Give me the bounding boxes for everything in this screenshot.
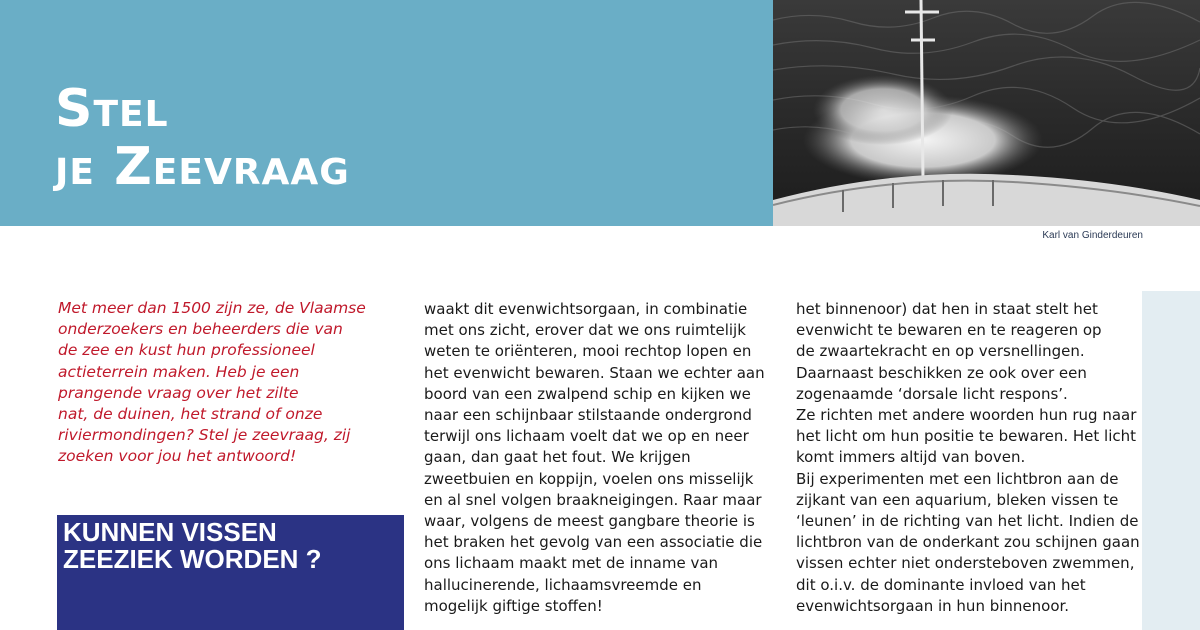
question-line: ZEEZIEK WORDEN ? [63, 544, 322, 574]
article-line: lichtbron van de onderkant zou schijnen gaan [796, 533, 1140, 552]
article-line: Bij experimenten met een lichtbron aan de [796, 469, 1119, 488]
article-line: mogelijk giftige stoffen! [424, 596, 603, 615]
intro-line: zoeken voor jou het antwoord! [58, 447, 297, 466]
article-line: het binnenoor) dat hen in staat stelt het [796, 300, 1098, 318]
article-line: hallucinerende, lichaamsvreemde en [424, 575, 702, 594]
question-line: KUNNEN VISSEN [63, 517, 277, 547]
article-line: evenwichtsorgaan in hun binnenoor. [796, 596, 1070, 615]
article-line: het evenwicht bewaren. Staan we echter aan [424, 363, 765, 382]
article-line: zweetbuien en koppijn, voelen ons misselijk [424, 469, 754, 488]
article-line: en al snel volgen braakneigingen. Raar maar [424, 490, 762, 509]
article-line: terwijl ons lichaam voelt dat we op en neer [424, 427, 749, 446]
intro-text [58, 298, 398, 468]
article-line: dit o.i.v. de dominante invloed van het [796, 575, 1086, 594]
article-line: evenwicht te bewaren en te reageren op [796, 321, 1102, 340]
page-title [55, 80, 350, 196]
article-line: het licht om hun positie te bewaren. Het licht [796, 427, 1137, 446]
article-line: waakt dit evenwichtsorgaan, in combinatie [424, 300, 748, 318]
article-line: ons lichaam maakt met de inname van [424, 554, 719, 573]
article-line: Ze richten met andere woorden hun rug naar [796, 406, 1137, 425]
article-line: het braken het gevolg van een associatie die [424, 533, 763, 552]
intro-line: riviermondingen? Stel je zeevraag, zij [58, 426, 351, 445]
article-line: zogenaamde ‘dorsale licht respons’. [796, 384, 1068, 403]
article-line: Daarnaast beschikken ze ook over een [796, 363, 1087, 382]
article-line: gaan, dan gaat het fout. We krijgen [424, 448, 691, 467]
intro-line: de zee en kust hun professioneel [58, 341, 315, 360]
article-line: waar, volgens de meest gangbare theorie is [424, 512, 755, 531]
ship-bow-in-storm-photo [773, 0, 1200, 226]
header-banner [0, 0, 773, 226]
article-line: de zwaartekracht en op versnellingen. [796, 342, 1085, 361]
article-line: naar een schijnbaar stilstaande ondergrond [424, 406, 752, 425]
article-line: vissen echter niet ondersteboven zwemmen, [796, 554, 1135, 573]
title-line: je Zeevraag [55, 137, 350, 197]
article-column-1 [424, 299, 779, 617]
intro-line: Met meer dan 1500 zijn ze, de Vlaamse [58, 299, 366, 317]
margin-strip [1142, 291, 1200, 630]
article-line: met ons zicht, erover dat we ons ruimtelijk [424, 321, 746, 340]
intro-line: prangende vraag over het zilte [58, 383, 299, 402]
article-line: boord van een zwalpend schip en kijken we [424, 384, 751, 403]
article-line: komt immers altijd van boven. [796, 448, 1026, 467]
photo-credit: Karl van Ginderdeuren [1042, 230, 1143, 241]
article-column-2 [796, 299, 1140, 617]
article-line: ‘leunen’ in de richting van het licht. Indien de [796, 512, 1139, 531]
title-line: Stel [55, 79, 169, 139]
article-line: weten te oriënteren, mooi rechtop lopen en [424, 342, 752, 361]
intro-line: nat, de duinen, het strand of onze [58, 405, 323, 424]
question-heading-box [57, 515, 404, 630]
intro-line: actieterrein maken. Heb je een [58, 362, 300, 381]
article-line: zijkant van een aquarium, bleken vissen te [796, 490, 1119, 509]
intro-line: onderzoekers en beheerders die van [58, 320, 343, 339]
